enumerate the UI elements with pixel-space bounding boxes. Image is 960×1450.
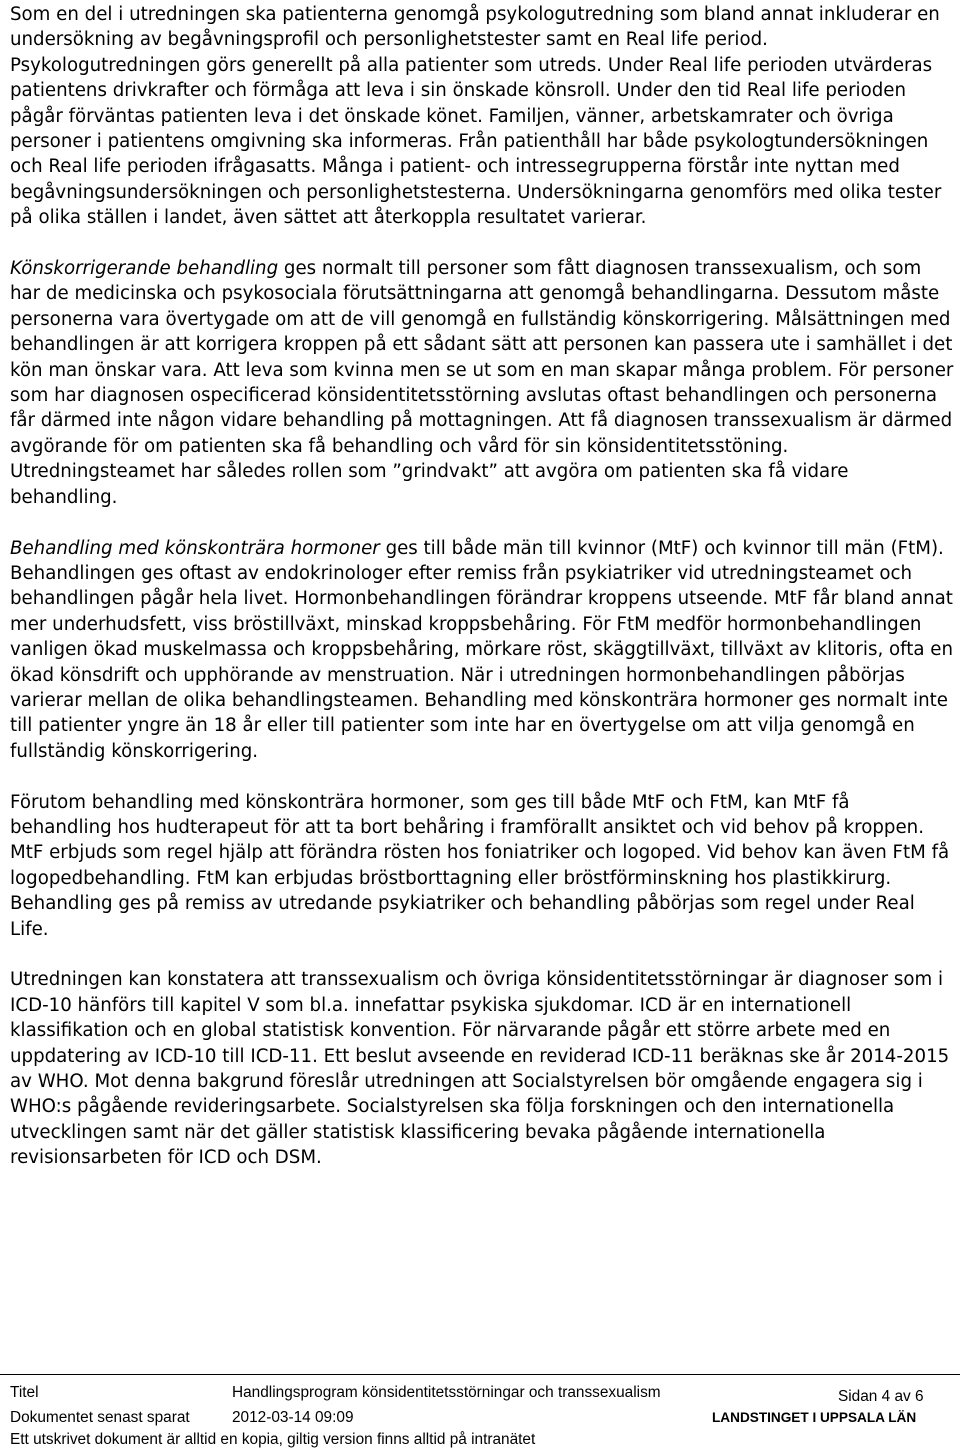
paragraph-gender-affirming-treatment: [10, 256, 954, 510]
footer-page-number: Sidan 4 av 6: [838, 1388, 924, 1405]
paragraph-psychology-assessment: [10, 2, 954, 231]
paragraph-icd-classification: [10, 967, 954, 1170]
paragraph-lead: Könskorrigerande behandling: [10, 258, 279, 280]
paragraph-text: ges till både män till kvinnor (MtF) och kvinnor till män (FtM). Behandlingen ges oftast av endokrinologer efter remiss från psykiatriker vid utredningsteamet och behandlingen pågår hela livet. Hormonbehandlingen förändrar kroppens utseende. MtF får bland annat mer underhudsfett, viss bröstillväxt, minskad kroppsbehåring. För FtM medför hormonbehandlingen vanligen ökad muskelmassa och kroppsbehåring, mörkare röst, skäggtillväxt, tillväxt av klitoris, ofta en ökad könsdrift och upphörande av menstruation. När i utredningen hormonbehandlingen påbörjas varierar mellan de olika behandlingsteamen. Behandling med könskonträra hormoner ges normalt inte till patienter yngre än 18 år eller till patienter som inte har en övertygelse om att vilja genomgå en fullständig könskorrigering.: [10, 537, 953, 762]
footer-saved-label: Dokumentet senast sparat: [10, 1409, 190, 1426]
paragraph-text: Utredningen kan konstatera att transsexualism och övriga könsidentitetsstörningar är diagnoser som i ICD-10 hänförs till kapitel V som bl.a. innefattar psykiska sjukdomar. ICD är en internationell klassifikation och en global statistisk konvention. För närvarande pågår ett större arbete med en uppdatering av ICD-10 till ICD-11. Ett beslut avseende en reviderad ICD-11 beräknas ske år 2014-2015 av WHO. Mot denna bakgrund föreslår utredningen att Socialstyrelsen bör omgående engagera sig i WHO:s pågående revideringsarbete. Socialstyrelsen ska följa forskningen och den internationella utvecklingen samt när det gäller statistisk klassificering bevaka pågående internationella revisionsarbeten för ICD och DSM.: [10, 969, 950, 1169]
footer-title-label: Titel: [10, 1384, 39, 1401]
footer-organization: LANDSTINGET I UPPSALA LÄN: [712, 1410, 917, 1425]
footer-saved-date: 2012-03-14 09:09: [232, 1409, 354, 1426]
paragraph-text: ges normalt till personer som fått diagnosen transsexualism, och som har de medicinska och psykosociala förutsättningarna att genomgå behandlingarna. Dessutom måste personerna vara övertygade om att de vill genomgå en fullständig könskorrigering. Målsättningen med behandlingen är att korrigera kroppen på ett sådant sätt att personen kan passera ute i samhället i det kön man önskar vara. Att leva som kvinna men se ut som en man skapar många problem. För personer som har diagnosen ospecificerad könsidentitetsstörning avslutas oftast behandlingen och personerna får därmed inte någon vidare behandling på mottagningen. Att få diagnosen transsexualism är därmed avgörande för om patienten ska få behandling och vård för sin könsidentitetsstöning. Utredningsteamet har således rollen som ”grindvakt” att avgöra om patienten ska få vidare behandling.: [10, 258, 954, 508]
page-footer: [0, 1374, 960, 1450]
paragraph-other-treatments: [10, 790, 954, 942]
footer-document-title: Handlingsprogram könsidentitetsstörningar och transsexualism: [232, 1384, 661, 1401]
paragraph-hormone-treatment: [10, 536, 954, 765]
document-body: [10, 2, 954, 1196]
footer-copy-note: Ett utskrivet dokument är alltid en kopia, giltig version finns alltid på intranätet: [10, 1431, 536, 1448]
paragraph-text: Förutom behandling med könskonträra hormoner, som ges till både MtF och FtM, kan MtF få behandling hos hudterapeut för att ta bort behåring i framförallt ansiktet och vid behov på kroppen. MtF erbjuds som regel hjälp att förändra rösten hos foniatriker och logoped. Vid behov kan även FtM få logopedbehandling. FtM kan erbjudas bröstborttagning eller bröstförminskning hos plastikkirurg. Behandling ges på remiss av utredande psykiatriker och behandling påbörjas som regel under Real Life.: [10, 791, 950, 940]
paragraph-text: Som en del i utredningen ska patienterna genomgå psykologutredning som bland annat inkluderar en undersökning av begåvningsprofil och personlighetstester samt en Real life period. Psykologutredningen görs generellt på alla patienter som utreds. Under Real life perioden utvärderas patientens drivkrafter och förmåga att leva i sin önskade könsroll. Under den tid Real life perioden pågår förväntas patienten leva i det önskade könet. Familjen, vänner, arbetskamrater och övriga personer i patientens omgivning ska informeras. Från patienthåll har både psykologtundersökningen och Real life perioden ifrågasatts. Många i patient- och intressegrupperna förstår inte nyttan med begåvningsundersökningen och personlighetstesterna. Undersökningarna genomförs med olika tester på olika ställen i landet, även sättet att återkoppla resultatet varierar.: [10, 4, 942, 229]
paragraph-lead: Behandling med könskonträra hormoner: [10, 537, 380, 559]
